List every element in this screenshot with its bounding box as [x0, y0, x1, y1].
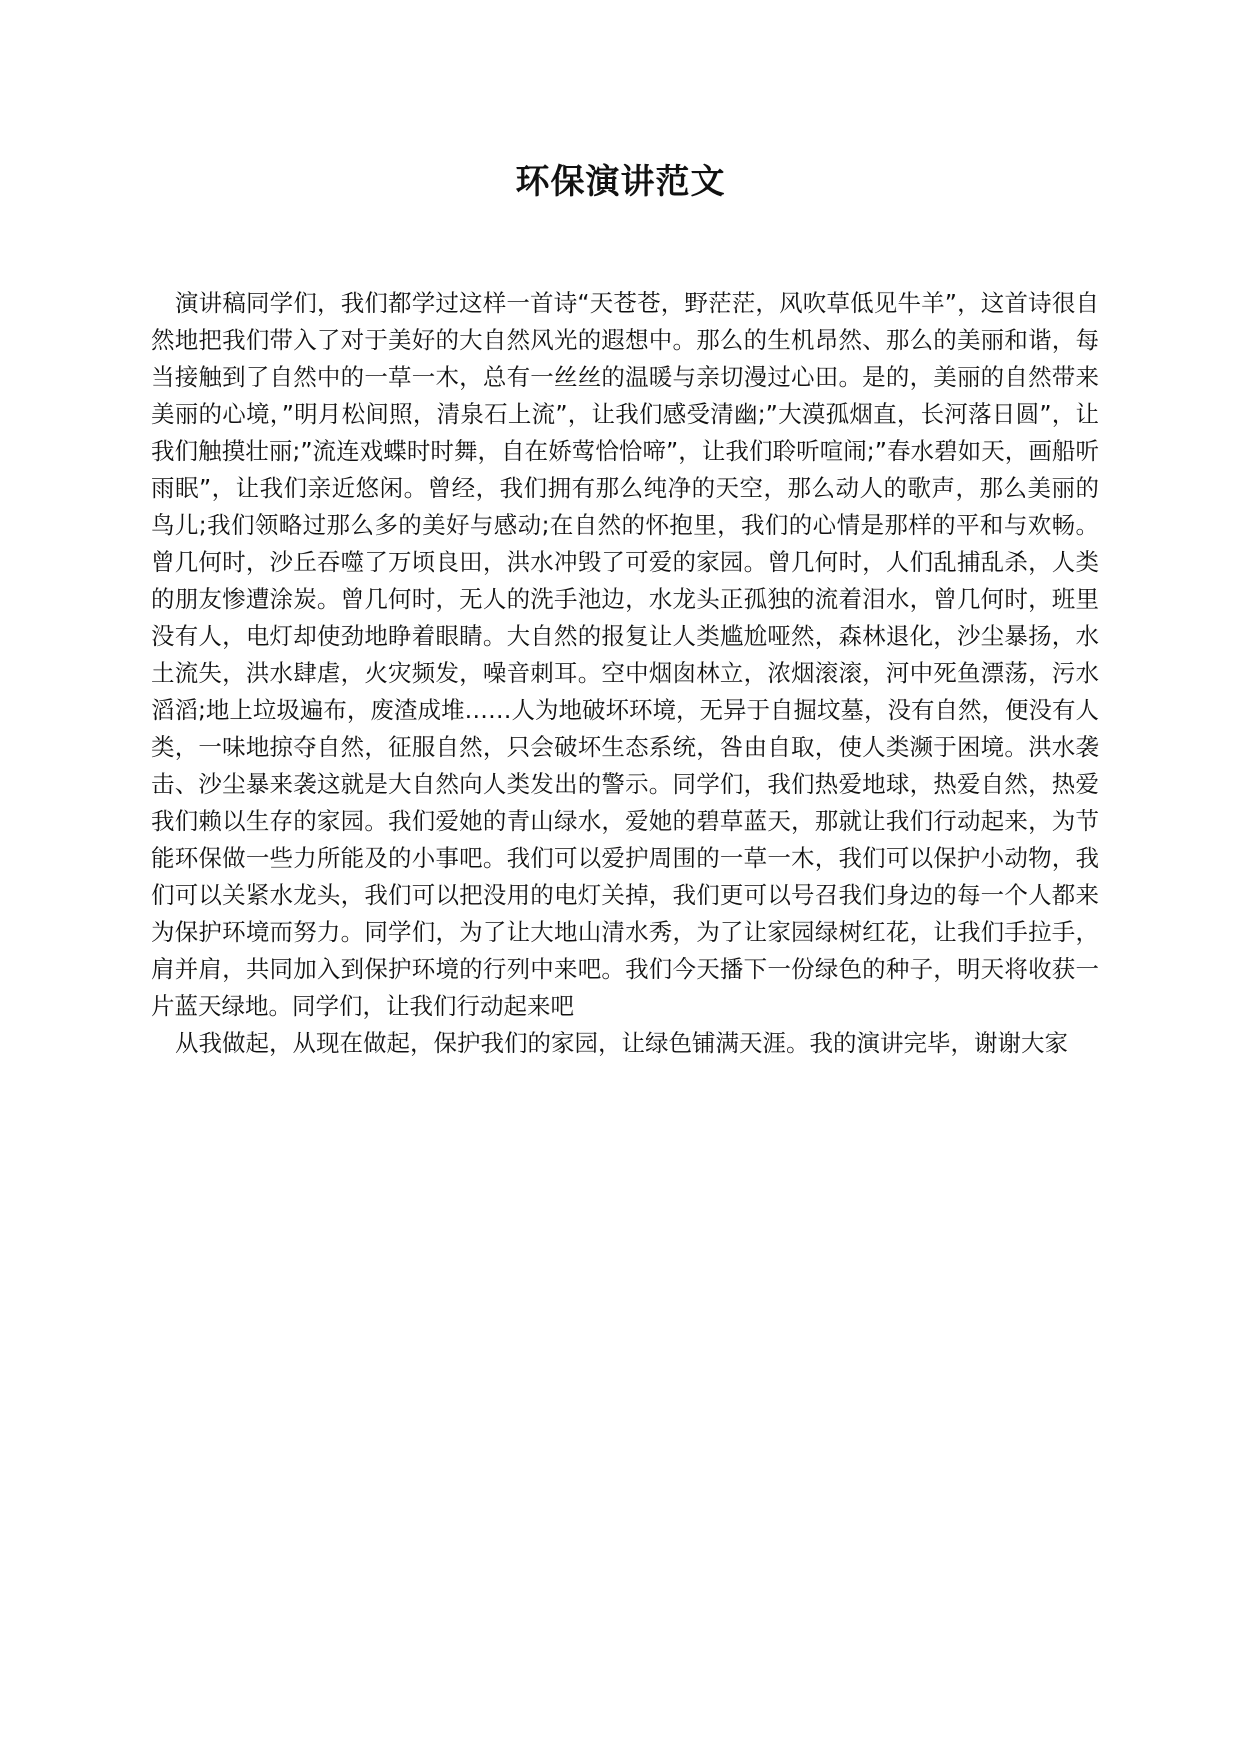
- paragraph-1: 演讲稿同学们，我们都学过这样一首诗“天苍苍，野茫茫，风吹草低见牛羊”，这首诗很自然地把我们带入了对于美好的大自然风光的遐想中。那么的生机昂然、那么的美丽和谐，每当接触到了自然中的一草一木，总有一丝丝的温暖与亲切漫过心田。是的，美丽的自然带来美丽的心境，”明月松间照，清泉石上流”，让我们感受清幽;”大漠孤烟直，长河落日圆”，让我们触摸壮丽;”流连戏蝶时时舞，自在娇莺恰恰啼”，让我们聆听喧闹;”春水碧如天，画船听雨眠”，让我们亲近悠闲。曾经，我们拥有那么纯净的天空，那么动人的歌声，那么美丽的鸟儿;我们领略过那么多的美好与感动;在自然的怀抱里，我们的心情是那样的平和与欢畅。曾几何时，沙丘吞噬了万顷良田，洪水冲毁了可爱的家园。曾几何时，人们乱捕乱杀，人类的朋友惨遭涂炭。曾几何时，无人的洗手池边，水龙头正孤独的流着泪水，曾几何时，班里没有人，电灯却使劲地睁着眼睛。大自然的报复让人类尴尬哑然，森林退化，沙尘暴扬，水土流失，洪水肆虐，火灾频发，噪音刺耳。空中烟囱林立，浓烟滚滚，河中死鱼漂荡，污水滔滔;地上垃圾遍布，废渣成堆……人为地破坏环境，无异于自掘坟墓，没有自然，便没有人类，一味地掠夺自然，征服自然，只会破坏生态系统，咎由自取，使人类濒于困境。洪水袭击、沙尘暴来袭这就是大自然向人类发出的警示。同学们，我们热爱地球，热爱自然，热爱我们赖以生存的家园。我们爱她的青山绿水，爱她的碧草蓝天，那就让我们行动起来，为节能环保做一些力所能及的小事吧。我们可以爱护周围的一草一木，我们可以保护小动物，我们可以关紧水龙头，我们可以把没用的电灯关掉，我们更可以号召我们身边的每一个人都来为保护环境而努力。同学们，为了让大地山清水秀，为了让家园绿树红花，让我们手拉手，肩并肩，共同加入到保护环境的行列中来吧。我们今天播下一份绿色的种子，明天将收获一片蓝天绿地。同学们，让我们行动起来吧: [151, 289, 1099, 1020]
- document-body: [151, 285, 1099, 1062]
- document-title: 环保演讲范文: [515, 162, 726, 202]
- paragraph-2: 从我做起，从现在做起，保护我们的家园，让绿色铺满天涯。我的演讲完毕，谢谢大家: [175, 1029, 1068, 1057]
